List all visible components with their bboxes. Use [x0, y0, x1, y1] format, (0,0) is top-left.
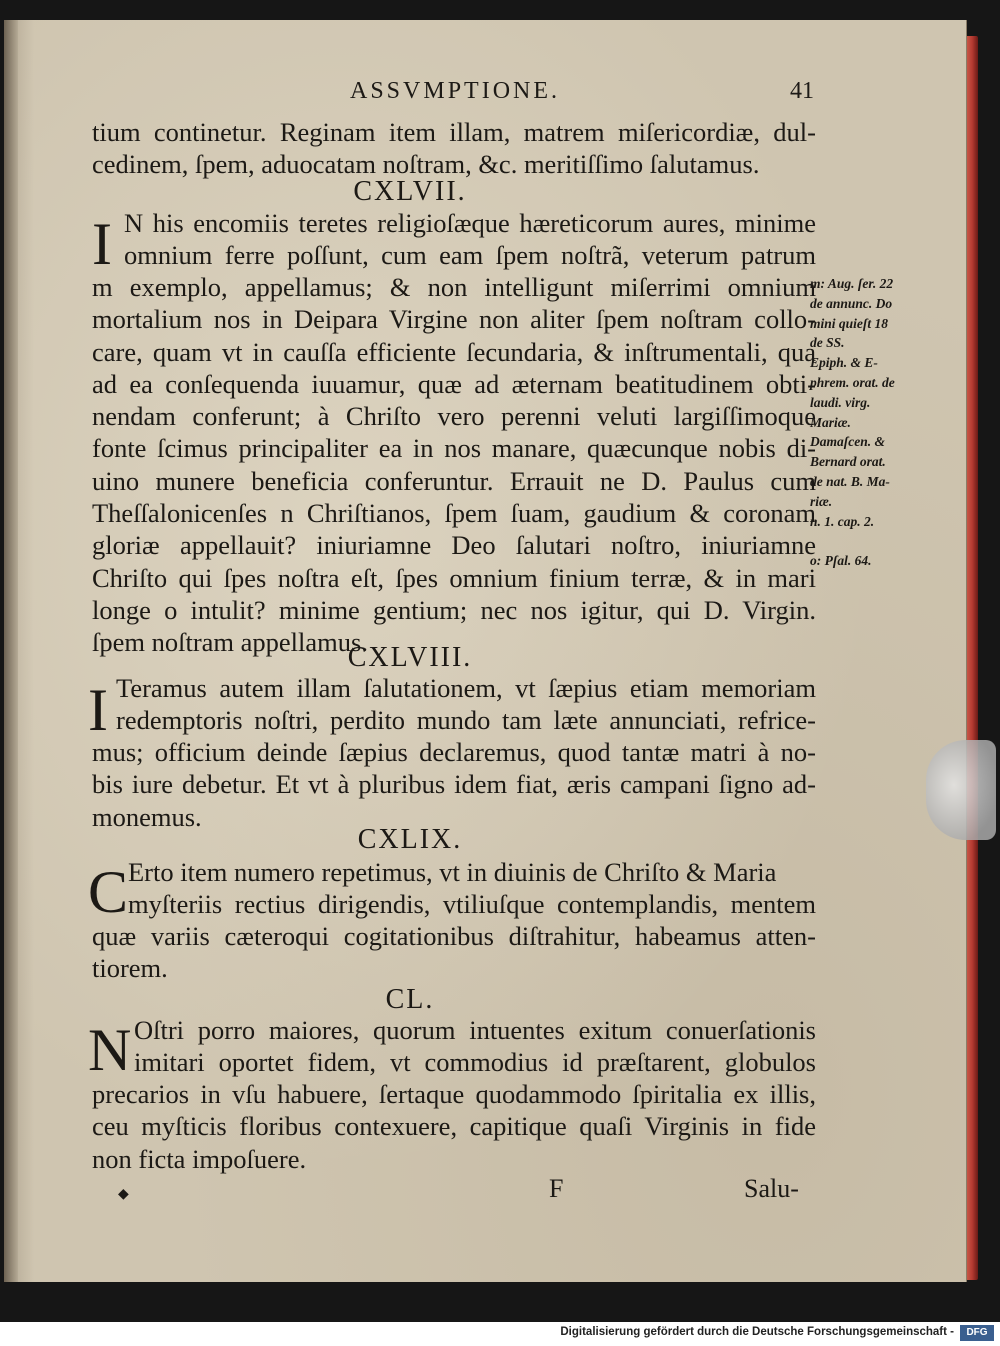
- text-line: ad ea conſequenda iuuamur, quæ ad æternam beatitudinem obti-: [92, 368, 816, 399]
- paragraph-149: [92, 920, 816, 985]
- text-line: longe o intulit? minime gentium; nec nos igitur, qui D. Virgin.: [92, 594, 816, 625]
- text-line: Theſſalonicenſes n Chriſtianos, ſpem ſuam, gaudium & coronam: [92, 498, 816, 529]
- margin-note-line: de nat. B. Ma-: [810, 473, 890, 489]
- text-line: myſteriis rectius dirigendis, vtiliuſque contemplandis, mentem: [128, 889, 816, 920]
- text-line: m exemplo, appellamus; & non intelligunt miſerrimi omnium: [92, 272, 816, 302]
- margin-note-line: Epiph. & E-: [810, 355, 878, 371]
- section-heading-147: CXLVII.: [353, 176, 467, 207]
- paragraph-148: [92, 736, 816, 833]
- page-number: 41: [790, 78, 814, 104]
- text-line: redemptoris noſtri, perdito mundo tam læte annunciati, refrice-: [116, 705, 816, 736]
- paragraph-148-first: [116, 672, 816, 737]
- text-line: bis iure debetur. Et vt à pluribus idem fiat, æris campani ſigno ad-: [92, 769, 816, 800]
- paragraph-149-first: [128, 856, 816, 921]
- text-line: ſpem noſtram appellamus.: [92, 627, 368, 658]
- text-line: tium continetur. Reginam item illam, matrem miſericordiæ, dul-: [92, 117, 816, 147]
- text-line: mortalium nos in Deipara Virgine non aliter ſpem noſtram collo-: [92, 304, 816, 335]
- digitization-credit: Digitalisierung gefördert durch die Deutsche Forschungsgemeinschaft -: [560, 1326, 954, 1338]
- text-line: care, quam vt in cauſſa efficiente ſecundaria, & inſtrumentali, qua: [92, 336, 816, 367]
- margin-note-line: n. 1. cap. 2.: [810, 513, 875, 529]
- margin-note-line: Bernard orat.: [810, 454, 886, 470]
- paragraph-147: [92, 271, 816, 659]
- text-line: cedinem, ſpem, aduocatam noſtram, &c. meritiſſimo ſalutamus.: [92, 149, 760, 180]
- margin-note-line: o: Pſal. 64.: [810, 553, 872, 569]
- paragraph-150: [92, 1078, 816, 1175]
- text-line: non ficta impoſuere.: [92, 1143, 307, 1174]
- printer-mark-icon: ◆: [118, 1187, 129, 1202]
- section-heading-149: CXLIX.: [357, 824, 463, 855]
- text-line: uino munere beneficia conferuntur. Errauit ne D. Paulus cum: [92, 465, 816, 496]
- digitization-credit-bar: [0, 1322, 1000, 1346]
- text-line: Oſtri porro maiores, quorum intuentes exitum conuerſationis: [134, 1015, 816, 1045]
- signature-mark: F: [549, 1174, 564, 1203]
- dropcap-150: N: [88, 1017, 132, 1083]
- text-line: monemus.: [92, 801, 202, 832]
- paragraph-150-first: [134, 1014, 816, 1079]
- text-line: Teramus autem illam ſalutationem, vt ſæpius etiam memoriam: [116, 673, 816, 703]
- margin-note-line: Mariæ.: [810, 414, 851, 430]
- intro-paragraph: [92, 116, 816, 181]
- page-turn-tab[interactable]: [926, 740, 996, 840]
- margin-note-line: laudi. virg.: [810, 394, 871, 410]
- dropcap-147: I: [92, 211, 112, 277]
- text-line: tiorem.: [92, 953, 168, 984]
- margin-note-line: mini quieſt 18: [810, 315, 889, 331]
- paragraph-147-first: [124, 207, 816, 272]
- margin-note-line: m: Aug. ſer. 22: [810, 276, 894, 291]
- section-heading-148: CXLVIII.: [347, 642, 473, 673]
- margin-note-line: de annunc. Do: [810, 295, 893, 311]
- text-line: N his encomiis teretes religioſæque hæreticorum aures, minime: [124, 208, 816, 238]
- text-line: quæ variis cæteroqui cogitationibus diſtrahitur, habeamus atten-: [92, 921, 816, 951]
- text-line: imitari oportet fidem, vt commodius id præſtarent, globulos: [134, 1047, 816, 1078]
- dfg-logo[interactable]: DFG: [960, 1325, 994, 1341]
- text-line: Erto item numero repetimus, vt in diuinis de Chriſto & Maria: [128, 857, 777, 887]
- margin-notes: [810, 274, 928, 571]
- margin-note-line: riæ.: [810, 493, 833, 509]
- dropcap-148: I: [88, 677, 108, 743]
- dropcap-149: C: [88, 859, 129, 925]
- margin-note-line: Damaſcen. &: [810, 434, 885, 450]
- running-title: ASSVMPTIONE.: [350, 78, 561, 104]
- section-heading-150: CL.: [385, 984, 435, 1015]
- text-line: precarios in vſu habuere, ſertaque quodammodo ſpiritalia ex illis,: [92, 1079, 816, 1109]
- catchword: Salu-: [744, 1174, 799, 1203]
- text-line: ceu myſticis floribus contexuere, capitique quaſi Virginis in fide: [92, 1111, 816, 1142]
- text-line: Chriſto qui ſpes noſtra eſt, ſpes omnium finium terræ, & in mari: [92, 562, 816, 593]
- text-line: mus; officium deinde ſæpius declaremus, quod tantæ matri à no-: [92, 737, 816, 767]
- text-line: gloriæ appellauit? iniuriamne Deo ſalutari noſtro, iniuriamne: [92, 530, 816, 561]
- margin-note-line: de SS.: [810, 335, 845, 351]
- text-line: fonte ſcimus principaliter ea in nos manare, quæcunque nobis di-: [92, 433, 816, 464]
- text-line: nendam conferunt; à Chriſto vero perenni veluti largiſſimoque: [92, 401, 816, 432]
- margin-note-line: phrem. orat. de: [810, 374, 895, 390]
- text-line: omnium ferre poſſunt, cum eam ſpem noſtrã, veterum patrum: [124, 240, 816, 271]
- margin-note-line: [810, 531, 928, 551]
